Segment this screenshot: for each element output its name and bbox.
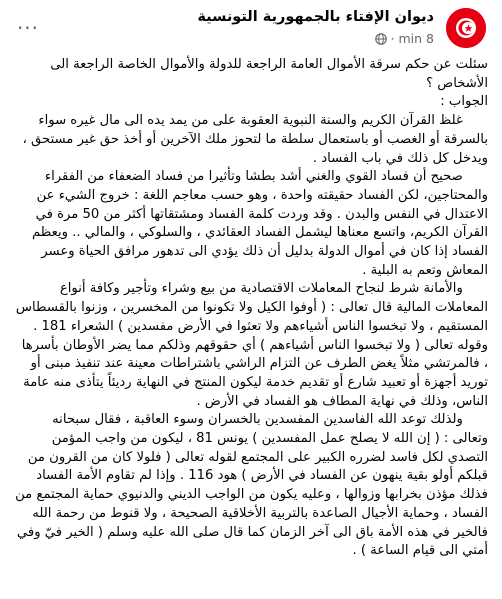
post-meta xyxy=(375,31,434,46)
post-header xyxy=(0,0,502,56)
globe-icon xyxy=(375,33,387,45)
post-time[interactable]: 8 min xyxy=(398,31,434,46)
tunisia-flag-icon xyxy=(446,8,486,48)
page-name-link[interactable]: ديوان الإفتاء بالجمهورية التونسية xyxy=(197,9,434,25)
post-paragraph: صحيح أن فساد القوي والغني أشد بطشا وتأثيرا من فساد الضعفاء من الفقراء والمحتاجين، لكن الفساد حقيقته واحدة ، وهو حسب معاجم اللغة : خروج الشيء عن الاعتدال في النفس والبدن . وقد وردت كلمة الفساد ومشتقاتها أكثر من 50 مرة في القرآن الكريم، واتسع معناها ليشمل الفساد العقائدي ، والسلوكي ، والمالي .. ويعظم الفساد إذا كان في أموال الدولة بدليل أن ذلك يؤدي الى تدهور مرافق الحياة وعسر المعاش وتعم به البلية . xyxy=(27,169,488,278)
separator-dot: · xyxy=(390,31,395,46)
post-paragraph: والأمانة شرط لنجاح المعاملات الاقتصادية من بيع وشراء وتأجير وكافة أنواع المعاملات المالية قال تعالى : ( أوفوا الكيل ولا تكونوا من المخسرين ، وزنوا بالقسطاس المستقيم ، ولا تبخسوا الناس أشياءهم ولا تعثوا في الأرض مفسدين ) الشعراء 181 . وقوله تعالى ( ولا تبخسوا الناس أشياءهم ) أي حقوقهم وذلكم مما يضر الأوطان بأسرها ، فالمرتشي مثلاً يغض الطرف عن التزام الراشي باشتراطات معينة عند تنفيذ مبنى أو توريد أجهزة أو تعبيد شارع أو تقديم خدمة ليكون المنتج في النهاية رديئاً يتأذى منه عامة الناس، وذلك في نهاية المطاف هو الفساد في الأرض . xyxy=(11,281,488,409)
post-paragraph: غلظ القرآن الكريم والسنة النبوية العقوبة على من يمد يده الى مال غيره سواء بالسرقة أو الغصب أو باستعمال سلطة ما لتحوز ملك الآخرين أو أخذ حق غير مستحق ، ويدخل كل ذلك في باب الفساد . xyxy=(18,113,488,166)
post-paragraph: ولذلك توعد الله الفاسدين المفسدين بالخسران وسوء العاقبة ، فقال سبحانه وتعالى : ( إن الله لا يصلح عمل المفسدين ) يونس 81 ، ليكون من واجب المؤمن التصدي لكل فاسد لضرره الكبير على المجتمع لقوله تعالى ( فلولا كان من القرون من قبلكم أولو بقية ينهون عن الفساد في الأرض ) هود 116 . وإذا لم تقاوم الأمة الفساد فذلك مؤذن بخرابها وزوالها ، وعليه يكون من الواجب الديني والدنيوي حماية المجتمع من الفساد ، وحماية الأجيال الصاعدة بالتربية الأخلاقية الصحيحة ، ولا قنوط من رحمة الله فالخير في هذه الأمة باق الى آخر الزمان كما قال صلى الله عليه وسلم ( الخير فيّ وفي أمتي الى قيام الساعة ) . xyxy=(10,412,488,559)
page-avatar[interactable] xyxy=(446,8,486,48)
post-question: سئلت عن حكم سرقة الأموال العامة الراجعة للدولة والأموال الخاصة الراجعة الى الأشخاص ؟ xyxy=(46,57,488,91)
post-body xyxy=(10,56,488,561)
post-answer-label: الجواب : xyxy=(440,94,488,110)
ellipsis-icon[interactable]: ··· xyxy=(16,16,40,40)
